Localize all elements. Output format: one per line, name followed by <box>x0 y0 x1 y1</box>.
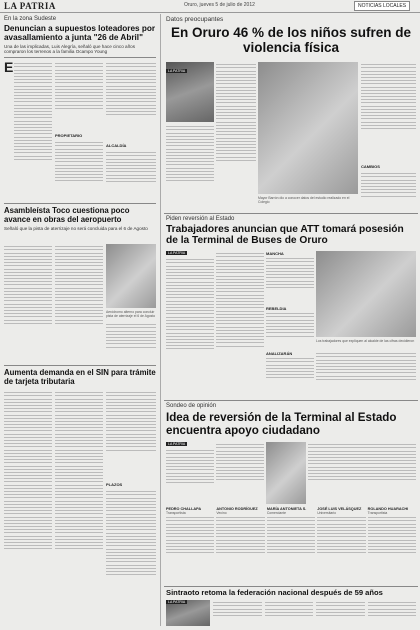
opinion-card <box>166 507 214 585</box>
left-col-2 <box>55 61 103 201</box>
lower-headline: Idea de reversión de la Terminal al Estado encuentra apoyo ciudadano <box>166 411 397 437</box>
lower-col-2 <box>216 442 264 504</box>
person-name: ANTONIO RODRÍGUEZ <box>216 507 258 511</box>
subhead-cambios: CAMBIOS <box>361 164 380 169</box>
newspaper-logo: LA PATRIA <box>4 1 56 11</box>
left2-headline: Asambleísta Toco cuestiona poco avance en obras del aeropuerto <box>4 206 130 224</box>
left-col-3 <box>106 61 156 201</box>
left-kicker: En la zona Sudeste <box>4 16 57 22</box>
lower-divider <box>164 400 418 401</box>
subhead-plazos: PLAZOS <box>106 482 123 487</box>
airport-photo-caption: Aeródromo alterno para concluir pista de aterrizaje el 6 de Agosto <box>106 310 156 318</box>
top-main-photo <box>258 62 358 194</box>
person-role: Vecino <box>216 511 227 515</box>
lower-col-3 <box>308 442 416 504</box>
drop-cap: E <box>4 59 14 75</box>
mid-divider <box>164 213 418 214</box>
lower-photo <box>266 442 306 504</box>
left-headline: Denuncian a supuestos loteadores por avasallamiento a junta "26 de Abril" <box>4 24 156 43</box>
left2-col-3 <box>106 322 156 362</box>
subhead-analizaran: ANALIZARÁN <box>266 351 293 356</box>
left-col-1 <box>4 61 52 201</box>
bottom-cols <box>213 600 416 626</box>
mid-photo <box>316 251 416 337</box>
mid-col-1 <box>166 257 214 397</box>
airport-photo <box>106 244 156 308</box>
left2-col-2 <box>55 244 103 362</box>
top-kicker: Datos preocupantes <box>166 16 224 23</box>
lower-tag: LA PATRIA <box>168 442 186 446</box>
mid-col-2 <box>216 251 264 397</box>
left3-divider <box>4 365 156 366</box>
bottom-headline: Sintraoto retoma la federación nacional después de 59 años <box>166 588 383 597</box>
lower-col-1 <box>166 448 214 504</box>
person-name: PEDRO CHALLAPA <box>166 507 202 511</box>
person-name: MARÍA ANTONIETA S. <box>266 507 307 511</box>
subhead-propietario: PROPIETARIO <box>55 133 83 138</box>
top-col-1 <box>216 62 256 212</box>
section-label: NOTICIAS LOCALES <box>354 1 410 11</box>
opinion-card <box>317 507 365 585</box>
left-subhead: Una de las implicadas, Luis Alegría, señaló que hace cinco años compraron los terrenos a la familia Ocampo Young <box>4 44 136 55</box>
person-name: JOSÉ LUIS VELÁSQUEZ <box>317 507 362 511</box>
left3-headline: Aumenta demanda en el SIN para trámite de tarjeta tributaria <box>4 368 156 386</box>
person-name: ROLANDO HUARACHI <box>367 507 409 511</box>
left2-divider <box>4 203 156 204</box>
left3-col-1 <box>4 390 52 626</box>
person-role: Transportista <box>166 511 186 515</box>
issue-date: Oruro, jueves 5 de julio de 2012 <box>184 2 255 8</box>
subhead-alcaldia: ALCALDÍA <box>106 143 127 148</box>
top-headline: En Oruro 46 % de los niños sufren de violencia física <box>170 25 412 55</box>
mid-headline: Trabajadores anuncian que ATT tomará posesión de la Terminal de Buses de Oruro <box>166 224 404 247</box>
bottom-tag: LA PATRIA <box>168 600 186 604</box>
mid-col-4 <box>316 351 416 397</box>
left2-subhead: Señaló que la pista de aterrizaje no será concluida para el 6 de Agosto <box>4 226 148 231</box>
person-role: Transportista <box>367 511 388 515</box>
top-photo-caption: Mayor Barrón dio a conocer datos del estudio realizado en el Colegio <box>258 196 350 204</box>
left-divider <box>4 57 156 58</box>
subhead-mancha: MANCHA <box>266 251 284 256</box>
top-col-0 <box>166 124 214 212</box>
left3-col-3 <box>106 390 156 626</box>
person-role: Comerciante <box>266 511 287 515</box>
mid-col-3 <box>266 251 314 397</box>
opinion-card <box>216 507 264 585</box>
lower-kicker: Sondeo de opinión <box>166 403 217 409</box>
left2-col-1 <box>4 244 52 362</box>
bottom-divider <box>164 586 418 587</box>
top-tag: LA PATRIA <box>168 69 186 73</box>
opinion-card <box>267 507 315 585</box>
person-role: Universitario <box>317 511 337 515</box>
subhead-rebeldia: REBELDIA <box>266 306 287 311</box>
top-col-3 <box>361 62 416 212</box>
mid-kicker: Piden reversión al Estado <box>166 216 235 222</box>
page-column-divider <box>160 14 161 626</box>
opinion-row <box>166 507 416 585</box>
opinion-card <box>368 507 416 585</box>
mid-photo-caption: Los trabajadores que expliquen al alcalde de las cifras decidieron <box>316 339 415 343</box>
left3-col-2 <box>55 390 103 626</box>
mid-tag: LA PATRIA <box>168 251 186 255</box>
